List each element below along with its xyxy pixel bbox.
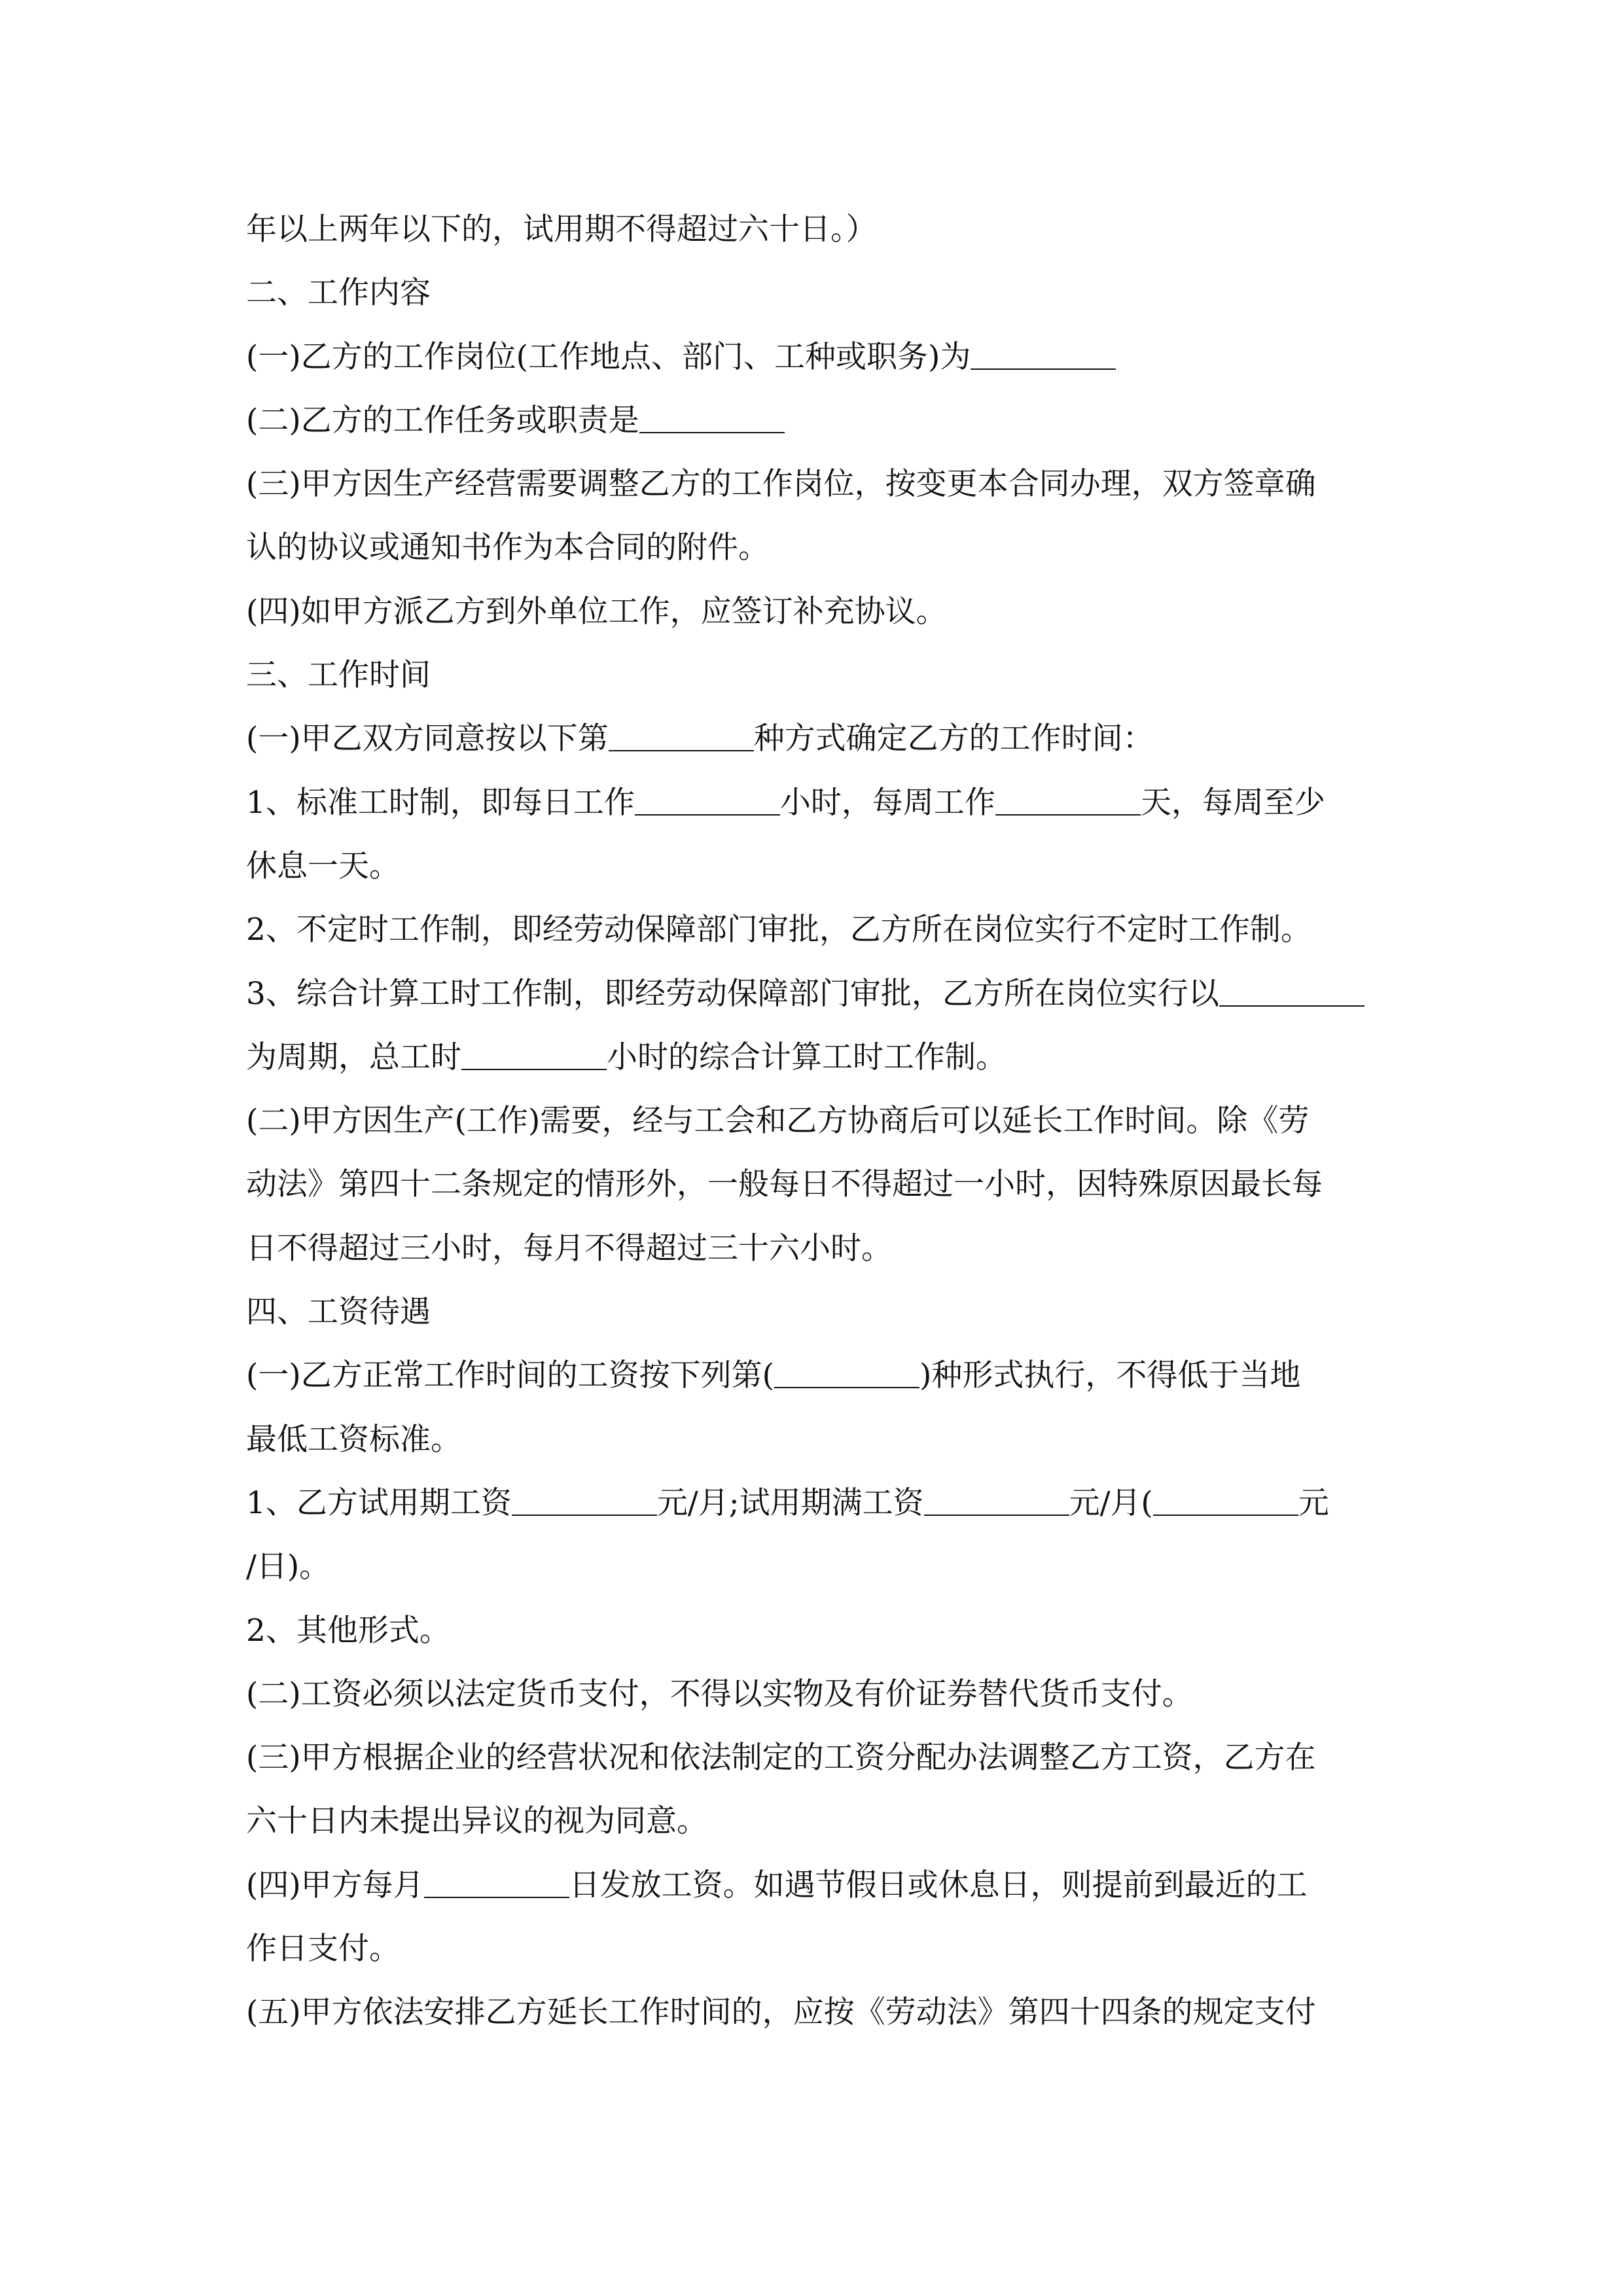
fill-in-blank (424, 1871, 569, 1898)
document-line (246, 1599, 1381, 1662)
document-line (246, 898, 1381, 961)
document-line (246, 834, 1381, 898)
line-text: 小时的综合计算工时工作制。 (607, 1039, 1007, 1075)
line-text: 1、标准工时制，即每日工作 (246, 784, 635, 821)
fill-in-blank (639, 406, 785, 433)
document-line (246, 1408, 1381, 1471)
line-text: 3、综合计算工时工作制，即经劳动保障部门审批，乙方所在岗位实行以 (246, 975, 1219, 1012)
line-text: (一)乙方正常工作时间的工资按下列第( (246, 1357, 775, 1394)
line-text: (三)甲方因生产经营需要调整乙方的工作岗位，按变更本合同办理，双方签章确 (246, 466, 1316, 503)
line-text: 种方式确定乙方的工作时间： (753, 721, 1154, 757)
line-text: 作日支付。 (246, 1931, 400, 1967)
line-text: 元/月( (1069, 1484, 1153, 1521)
document-line (246, 1789, 1381, 1853)
document-line (246, 452, 1381, 516)
line-text: 天，每周至少 (1140, 784, 1325, 821)
document-line (246, 643, 1381, 707)
line-text: 休息一天。 (246, 848, 400, 884)
document-line (246, 1662, 1381, 1726)
line-text: )种形式执行，不得低于当地 (919, 1357, 1301, 1394)
line-text: 三、工作时间 (246, 657, 431, 694)
fill-in-blank (609, 724, 754, 751)
document-line (246, 771, 1381, 834)
line-text: 动法》第四十二条规定的情形外，一般每日不得超过一小时，因特殊原因最长每 (246, 1166, 1323, 1203)
document-line (246, 1217, 1381, 1280)
line-text: (五)甲方依法安排乙方延长工作时间的，应按《劳动法》第四十四条的规定支付 (246, 1994, 1316, 2031)
line-text: (二)工资必须以法定货币支付，不得以实物及有价证券替代货币支付。 (246, 1676, 1193, 1712)
line-text: 元/月;试用期满工资 (656, 1484, 924, 1521)
document-line (246, 707, 1381, 770)
document-line (246, 1471, 1381, 1535)
line-text: (一)乙方的工作岗位(工作地点、部门、工种或职务)为 (246, 338, 971, 375)
document-line (246, 1917, 1381, 1981)
fill-in-blank (924, 1488, 1069, 1516)
document-line (246, 1026, 1381, 1089)
fill-in-blank (995, 788, 1141, 816)
fill-in-blank (971, 342, 1116, 370)
line-text: 小时，每周工作 (779, 784, 995, 821)
line-text: (二)甲方因生产(工作)需要，经与工会和乙方协商后可以延长工作时间。除《劳 (246, 1103, 1310, 1139)
line-text: 年以上两年以下的，试用期不得超过六十日。） (246, 211, 877, 247)
fill-in-blank (635, 788, 780, 816)
document-line (246, 261, 1381, 325)
line-text: 1、乙方试用期工资 (246, 1484, 512, 1521)
fill-in-blank (512, 1488, 657, 1516)
line-text: (三)甲方根据企业的经营状况和依法制定的工资分配办法调整乙方工资，乙方在 (246, 1740, 1316, 1776)
fill-in-blank (774, 1361, 919, 1388)
line-text: 为周期，总工时 (246, 1039, 461, 1075)
document-line (246, 1981, 1381, 2044)
line-text: /日)。 (246, 1549, 330, 1585)
fill-in-blank (1219, 979, 1364, 1007)
line-text: 最低工资标准。 (246, 1421, 461, 1458)
line-text: (二)乙方的工作任务或职责是 (246, 402, 639, 439)
line-text: 日发放工资。如遇节假日或休息日，则提前到最近的工 (569, 1867, 1308, 1903)
document-line (246, 516, 1381, 579)
line-text: 四、工资待遇 (246, 1294, 431, 1331)
line-text: 认的协议或通知书作为本合同的附件。 (246, 529, 769, 566)
document-line (246, 198, 1381, 261)
document-line (246, 1089, 1381, 1153)
fill-in-blank (461, 1043, 607, 1070)
line-text: (四)甲方每月 (246, 1867, 424, 1903)
line-text: (一)甲乙双方同意按以下第 (246, 721, 609, 757)
document-line (246, 962, 1381, 1026)
line-text: 日不得超过三小时，每月不得超过三十六小时。 (246, 1230, 892, 1266)
line-text: 二、工作内容 (246, 275, 431, 312)
document-line (246, 325, 1381, 389)
line-text: 六十日内未提出异议的视为同意。 (246, 1803, 707, 1840)
document-body (246, 198, 1381, 2045)
document-line (246, 1153, 1381, 1216)
line-text: 2、不定时工作制，即经劳动保障部门审批，乙方所在岗位实行不定时工作制。 (246, 912, 1311, 948)
document-line (246, 1344, 1381, 1407)
document-line (246, 1280, 1381, 1344)
line-text: 元 (1298, 1484, 1329, 1521)
document-line (246, 1535, 1381, 1598)
line-text: (四)如甲方派乙方到外单位工作，应签订补充协议。 (246, 593, 947, 630)
document-line (246, 1854, 1381, 1917)
document-line (246, 1726, 1381, 1789)
document-line (246, 389, 1381, 452)
document-line (246, 580, 1381, 643)
fill-in-blank (1153, 1488, 1298, 1516)
line-text: 2、其他形式。 (246, 1612, 450, 1649)
